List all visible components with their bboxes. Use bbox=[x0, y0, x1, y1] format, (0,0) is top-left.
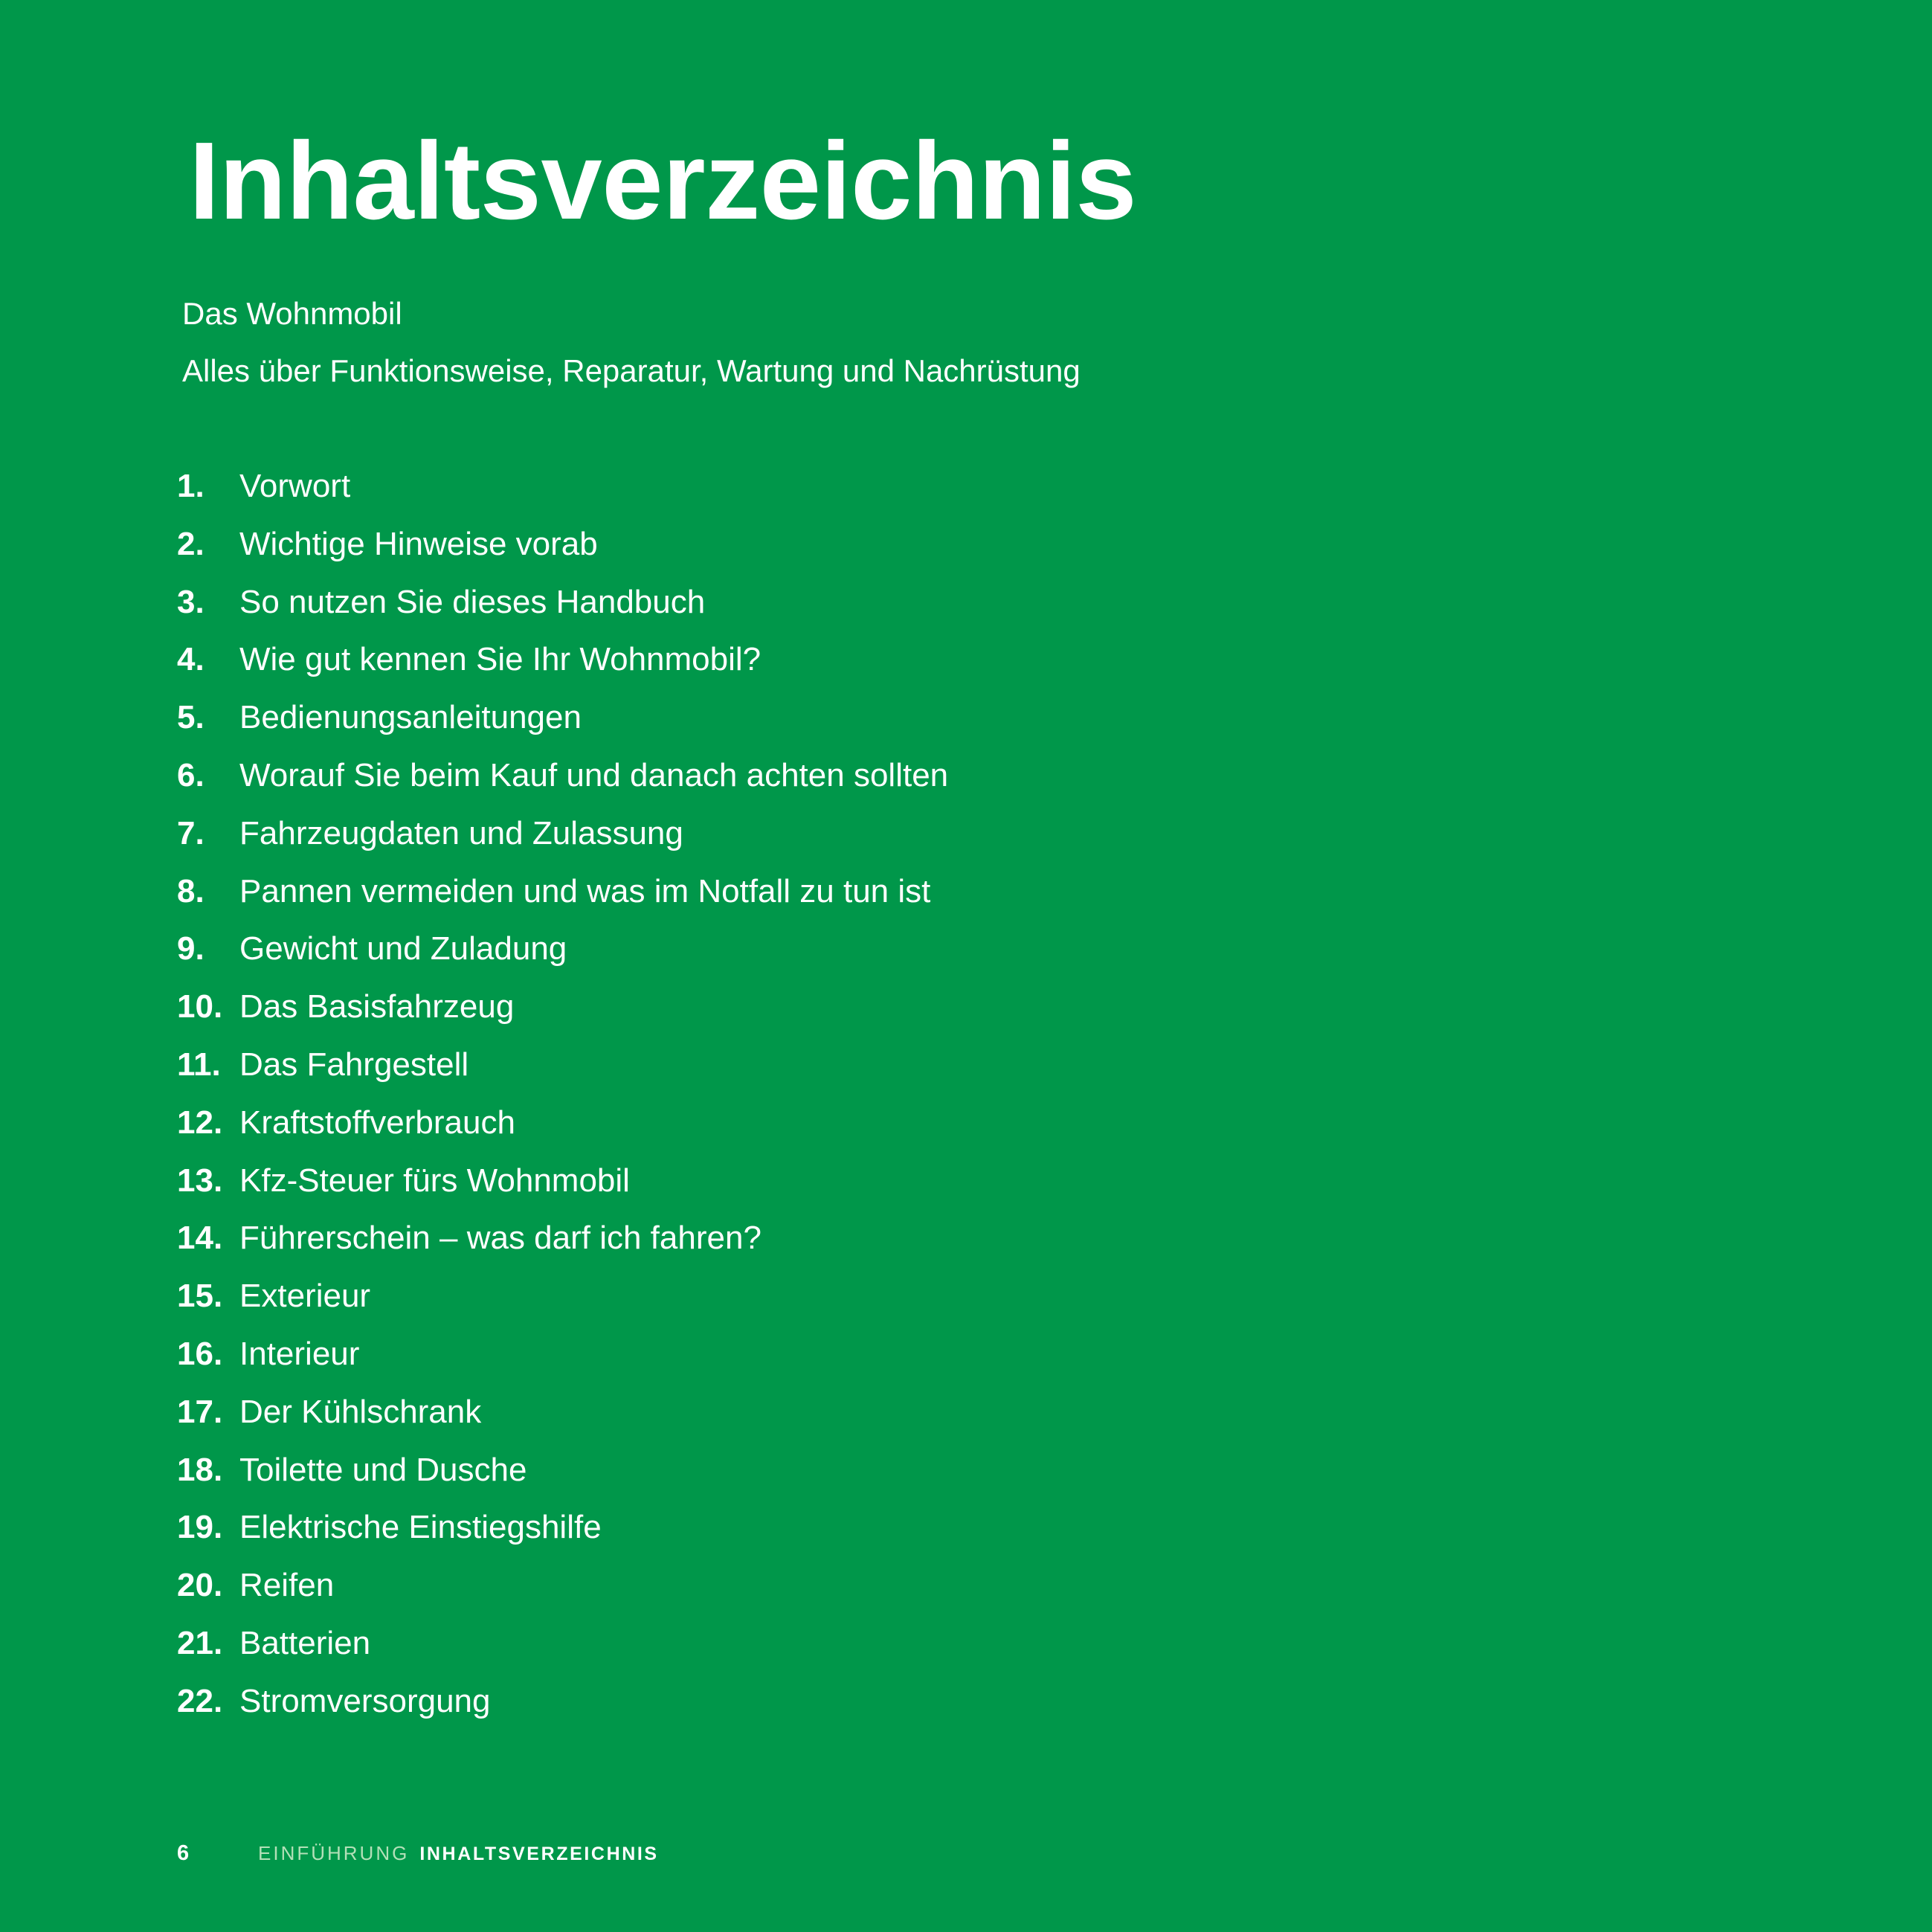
toc-label: Interieur bbox=[239, 1335, 360, 1372]
toc-item-20[interactable] bbox=[177, 1556, 948, 1614]
toc-label: Führerschein – was darf ich fahren? bbox=[239, 1220, 761, 1257]
toc-label: Gewicht und Zuladung bbox=[239, 930, 567, 967]
book-title: Das Wohnmobil bbox=[182, 296, 402, 331]
toc-item-7[interactable] bbox=[177, 805, 948, 863]
toc-number: 4. bbox=[177, 641, 205, 678]
page-title: Inhaltsverzeichnis bbox=[189, 120, 1137, 242]
toc-item-5[interactable] bbox=[177, 689, 948, 747]
toc-item-14[interactable] bbox=[177, 1209, 948, 1267]
toc-number: 20. bbox=[177, 1567, 223, 1604]
toc-label: Reifen bbox=[239, 1567, 335, 1604]
toc-item-19[interactable] bbox=[177, 1498, 948, 1556]
toc-number: 18. bbox=[177, 1451, 223, 1488]
toc-number: 17. bbox=[177, 1393, 223, 1430]
book-subtitle: Alles über Funktionsweise, Reparatur, Wartung und Nachrüstung bbox=[182, 353, 1081, 388]
toc-number: 13. bbox=[177, 1162, 223, 1199]
toc-label: Batterien bbox=[239, 1624, 371, 1661]
toc-number: 19. bbox=[177, 1509, 223, 1546]
toc-item-17[interactable] bbox=[177, 1383, 948, 1441]
toc-label: Pannen vermeiden und was im Notfall zu tun ist bbox=[239, 872, 931, 909]
toc-item-2[interactable] bbox=[177, 515, 948, 573]
toc-number: 6. bbox=[177, 756, 205, 793]
toc-label: Kraftstoffverbrauch bbox=[239, 1104, 515, 1141]
subtitle-block bbox=[182, 285, 1081, 399]
toc-item-1[interactable] bbox=[177, 457, 948, 515]
page-footer bbox=[177, 1838, 659, 1868]
toc-number: 5. bbox=[177, 699, 205, 736]
toc-number: 15. bbox=[177, 1278, 223, 1315]
toc-label: Stromversorgung bbox=[239, 1682, 491, 1719]
toc-item-12[interactable] bbox=[177, 1094, 948, 1152]
toc-item-13[interactable] bbox=[177, 1152, 948, 1210]
toc-number: 11. bbox=[177, 1046, 221, 1083]
toc-item-3[interactable] bbox=[177, 573, 948, 631]
footer-section-label: EINFÜHRUNG bbox=[258, 1842, 410, 1864]
table-of-contents bbox=[177, 457, 948, 1730]
toc-label: Fahrzeugdaten und Zulassung bbox=[239, 814, 683, 851]
toc-number: 3. bbox=[177, 583, 205, 620]
toc-number: 12. bbox=[177, 1104, 223, 1141]
toc-number: 1. bbox=[177, 468, 205, 504]
toc-label: Elektrische Einstiegshilfe bbox=[239, 1509, 602, 1546]
toc-number: 7. bbox=[177, 814, 205, 851]
toc-item-16[interactable] bbox=[177, 1325, 948, 1383]
page-number: 6 bbox=[177, 1841, 190, 1865]
toc-label: Wie gut kennen Sie Ihr Wohnmobil? bbox=[239, 641, 761, 678]
toc-label: Exterieur bbox=[239, 1278, 371, 1315]
toc-label: Der Kühlschrank bbox=[239, 1393, 482, 1430]
toc-label: Toilette und Dusche bbox=[239, 1451, 527, 1488]
toc-item-4[interactable] bbox=[177, 631, 948, 689]
toc-label: Worauf Sie beim Kauf und danach achten sollten bbox=[239, 756, 949, 793]
toc-number: 10. bbox=[177, 988, 223, 1025]
toc-item-6[interactable] bbox=[177, 747, 948, 805]
toc-label: Kfz-Steuer fürs Wohnmobil bbox=[239, 1162, 630, 1199]
toc-item-10[interactable] bbox=[177, 978, 948, 1036]
toc-number: 14. bbox=[177, 1220, 223, 1257]
toc-number: 8. bbox=[177, 872, 205, 909]
toc-number: 22. bbox=[177, 1682, 223, 1719]
toc-label: Vorwort bbox=[239, 468, 351, 504]
toc-item-15[interactable] bbox=[177, 1267, 948, 1325]
toc-item-21[interactable] bbox=[177, 1614, 948, 1672]
toc-item-18[interactable] bbox=[177, 1441, 948, 1499]
toc-item-11[interactable] bbox=[177, 1036, 948, 1094]
toc-number: 2. bbox=[177, 525, 205, 562]
toc-number: 21. bbox=[177, 1624, 223, 1661]
toc-item-22[interactable] bbox=[177, 1672, 948, 1730]
toc-item-8[interactable] bbox=[177, 863, 948, 921]
footer-chapter-label: INHALTSVERZEICHNIS bbox=[419, 1844, 659, 1864]
toc-label: So nutzen Sie dieses Handbuch bbox=[239, 583, 706, 620]
toc-item-9[interactable] bbox=[177, 920, 948, 978]
toc-label: Bedienungsanleitungen bbox=[239, 699, 582, 736]
toc-label: Das Fahrgestell bbox=[239, 1046, 469, 1083]
toc-label: Wichtige Hinweise vorab bbox=[239, 525, 598, 562]
toc-number: 9. bbox=[177, 930, 205, 967]
toc-label: Das Basisfahrzeug bbox=[239, 988, 515, 1025]
toc-number: 16. bbox=[177, 1335, 223, 1372]
